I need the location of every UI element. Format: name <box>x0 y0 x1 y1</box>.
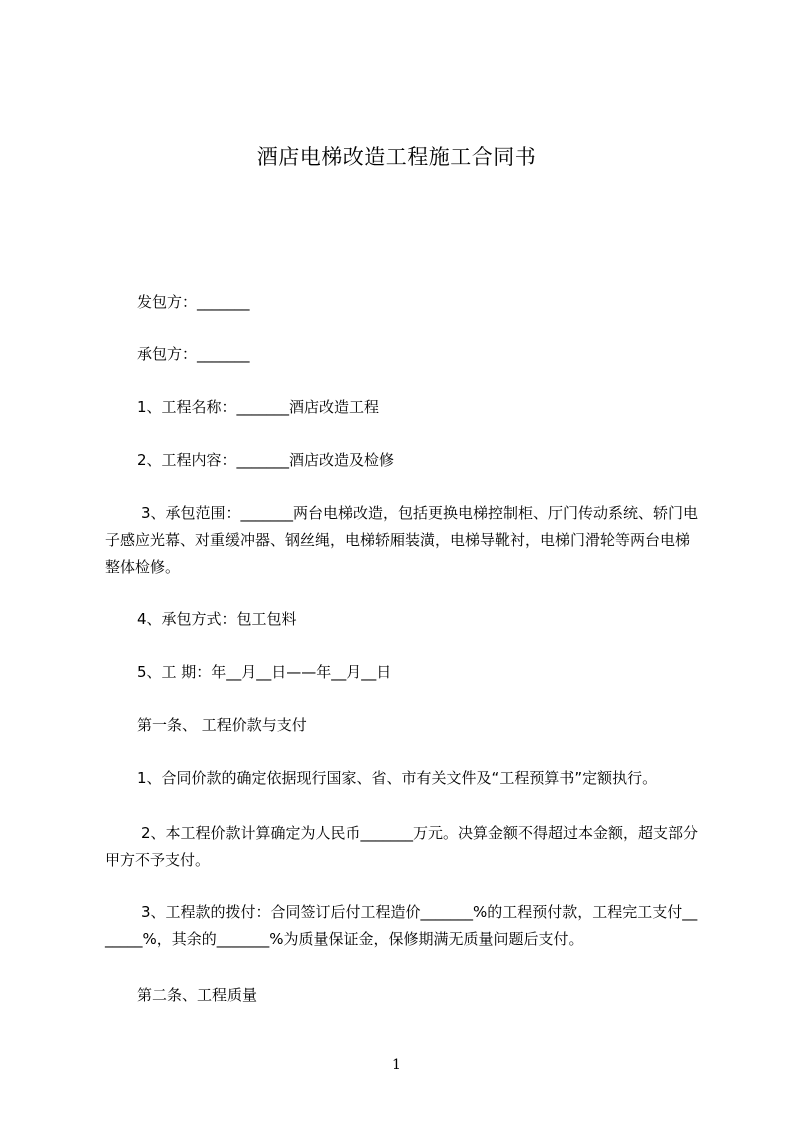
price-amount-paragraph: 2、本工程价款计算确定为人民币_______万元。决算金额不得超过本金额，超支部分甲方不予支付。 <box>105 824 699 869</box>
project-content-line: 2、工程内容：_______酒店改造及检修 <box>137 451 395 469</box>
contract-scope-paragraph: 3、承包范围：_______两台电梯改造，包括更换电梯控制柜、厅门传动系统、轿门电子感应光幕、对重缓冲器、钢丝绳，电梯轿厢装潢，电梯导靴衬，电梯门滑轮等两台电梯整体检修。 <box>105 504 699 576</box>
article-one-heading: 第一条、 工程价款与支付 <box>137 716 307 734</box>
document-title: 酒店电梯改造工程施工合同书 <box>256 145 537 169</box>
construction-period-line: 5、工 期：年__月__日——年__月__日 <box>137 663 392 681</box>
contract-method-line: 4、承包方式：包工包料 <box>137 610 297 628</box>
project-name-line: 1、工程名称：_______酒店改造工程 <box>137 398 380 416</box>
party-b-line: 承包方：_______ <box>137 345 250 363</box>
article-two-heading: 第二条、工程质量 <box>137 986 258 1004</box>
price-basis-paragraph: 1、合同价款的确定依据现行国家、省、市有关文件及“工程预算书”定额执行。 <box>137 769 658 787</box>
page-number: 1 <box>392 1057 401 1073</box>
party-a-line: 发包方：_______ <box>137 293 250 311</box>
payment-terms-paragraph: 3、工程款的拨付：合同签订后付工程造价_______%的工程预付款，工程完工支付_______%，其余的_______%为质量保证金，保修期满无质量问题后支付。 <box>105 903 698 948</box>
